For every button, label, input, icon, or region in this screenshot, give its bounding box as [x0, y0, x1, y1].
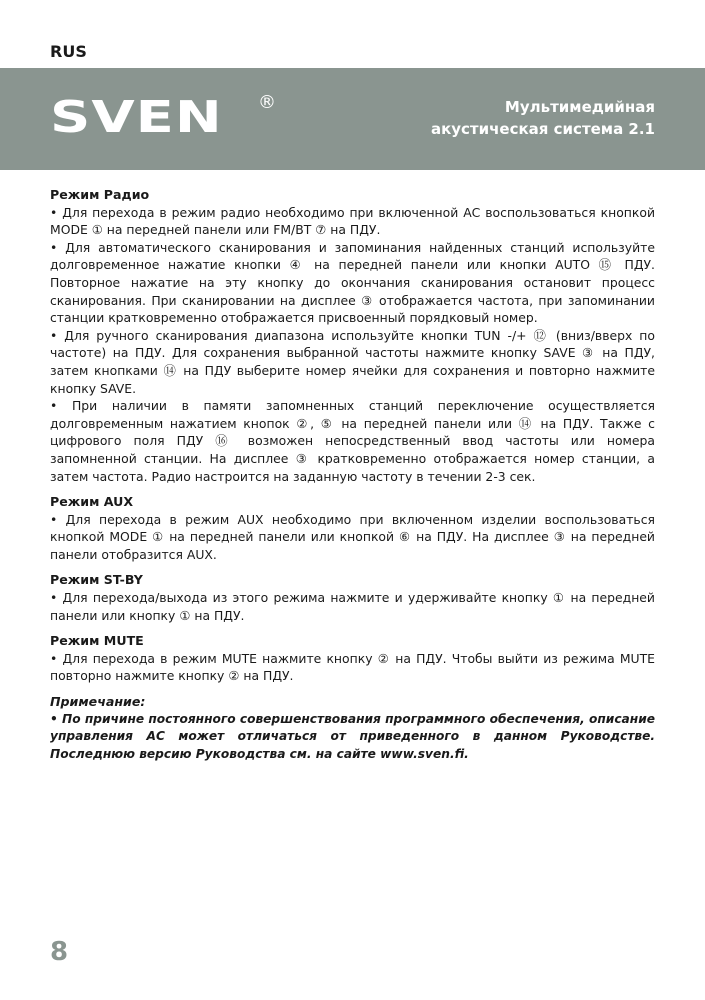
section-mute — [50, 632, 655, 685]
section-radio — [50, 186, 655, 485]
paragraph: • Для перехода в режим радио необходимо при включенной АС воспользоваться кнопкой MODE ① на передней панели или FM/BT ⑦ на ПДУ. — [50, 204, 655, 238]
note-text: • По причине постоянного совершенствования программного обеспечения, описание управления АС может отличаться от приведенного в данном Руководстве. Последнюю версию Руководства см. на сайте www.sven.fi. — [50, 711, 656, 761]
paragraph: • Для перехода в режим AUX необходимо при включенном изделии воспользоваться кнопкой MODE ① на передней панели или кнопкой ⑥ на ПДУ. На дисплее ③ на передней панели отобразится AUX. — [50, 511, 655, 562]
product-title-line-2: акустическая система 2.1 — [430, 120, 655, 138]
product-title-line-1: Мультимедийная — [504, 98, 655, 116]
language-label: RUS — [50, 42, 87, 61]
note-block — [50, 693, 655, 763]
section-title: Режим AUX — [50, 494, 134, 510]
paragraph: • Для автоматического сканирования и запоминания найденных станций используйте долговременное нажатие кнопки ④ на передней панели или кнопки AUTO ⑮ ПДУ. Повторное нажатие на эту кнопку до окончания сканирования остановит процесс сканирования. При сканировании на дисплее ③ отображается частота, при запоминании станции кратковременно отображается присвоенный порядковый номер. — [50, 239, 655, 326]
header-banner — [0, 68, 705, 170]
registered-mark: ® — [258, 92, 276, 113]
paragraph: • При наличии в памяти запомненных станций переключение осуществляется долговременным нажатием кнопок ②, ⑤ на передней панели или ⑭ на ПДУ. Также с цифрового поля ПДУ ⑯ возможен непосредственный ввод частоты или номера запомненной станции. На дисплее ③ кратковременно отображается номер станции, а затем частота. Радио настроится на заданную частоту в течении 2-3 сек. — [50, 398, 655, 484]
section-title: Режим Радио — [50, 187, 150, 202]
paragraph: • Для ручного сканирования диапазона используйте кнопки TUN -/+ ⑫ (вниз/вверх по частоте) на ПДУ. Для сохранения выбранной частоты нажмите кнопку SAVE ③ на ПДУ, затем кнопками ⑭ на ПДУ выберите номер ячейки для сохранения и повторно нажмите кнопку SAVE. — [50, 327, 655, 396]
page-number: 8 — [50, 937, 69, 967]
section-title: Режим MUTE — [50, 633, 144, 649]
section-title: Режим ST-BY — [50, 572, 143, 588]
section-aux — [50, 493, 655, 563]
paragraph: • Для перехода в режим MUTE нажмите кнопку ② на ПДУ. Чтобы выйти из режима MUTE повторно нажмите кнопку ② на ПДУ. — [50, 650, 655, 684]
note-title: Примечание: — [50, 694, 146, 710]
paragraph: • Для перехода/выхода из этого режима нажмите и удерживайте кнопку ① на передней панели или кнопку ① на ПДУ. — [50, 590, 655, 623]
section-standby — [50, 571, 655, 624]
sven-logo: SVEN — [50, 92, 223, 143]
manual-content — [50, 186, 655, 771]
product-title — [431, 96, 655, 140]
